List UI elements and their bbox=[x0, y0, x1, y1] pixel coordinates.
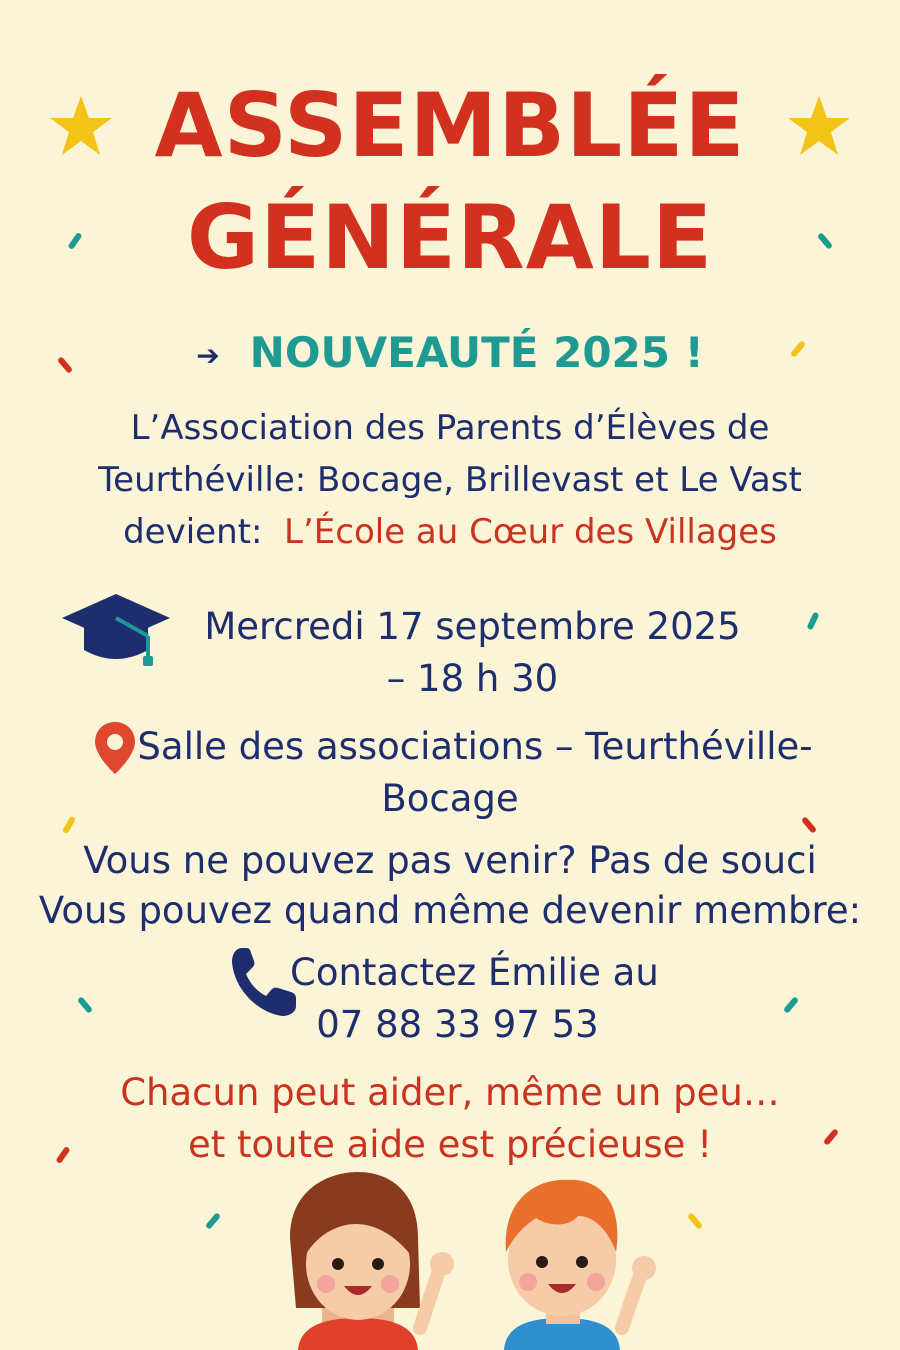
membership-line-1: Vous ne pouvez pas venir? Pas de souci bbox=[83, 839, 817, 882]
intro-prefix: devient: bbox=[123, 512, 263, 552]
closing-line-2: et toute aide est précieuse ! bbox=[187, 1123, 713, 1166]
contact-label: Contactez Émilie au bbox=[290, 951, 659, 994]
intro-line-1: L’Association des Parents d’Élèves de bbox=[130, 408, 770, 448]
membership-line-2: Vous pouvez quand même devenir membre: bbox=[38, 889, 862, 932]
boy-illustration bbox=[478, 1168, 678, 1350]
arrow-right-icon: ➔ bbox=[196, 338, 220, 372]
announcement bbox=[0, 328, 900, 381]
intro-line-2: Teurthéville: Bocage, Brillevast et Le Vast bbox=[98, 460, 802, 500]
new-association-name: L’École au Cœur des Villages bbox=[284, 512, 777, 552]
location-line-2: Bocage bbox=[381, 777, 519, 820]
title-line-2: GÉNÉRALE bbox=[186, 186, 714, 289]
location-line-1: Salle des associations – Teurthéville- bbox=[137, 725, 813, 768]
event-time: – 18 h 30 bbox=[386, 657, 559, 700]
title-line-1: ASSEMBLÉE bbox=[154, 74, 746, 177]
confetti bbox=[806, 612, 819, 631]
event-date: Mercredi 17 septembre 2025 bbox=[204, 605, 741, 648]
confetti bbox=[687, 1212, 703, 1230]
contact-phone[interactable]: 07 88 33 97 53 bbox=[316, 1003, 599, 1046]
girl-illustration bbox=[260, 1168, 470, 1350]
confetti bbox=[205, 1212, 221, 1230]
intro-line-3 bbox=[0, 506, 900, 558]
closing-line-1: Chacun peut aider, même un peu… bbox=[120, 1071, 780, 1114]
announcement-label: NOUVEAUTÉ 2025 ! bbox=[249, 328, 704, 377]
